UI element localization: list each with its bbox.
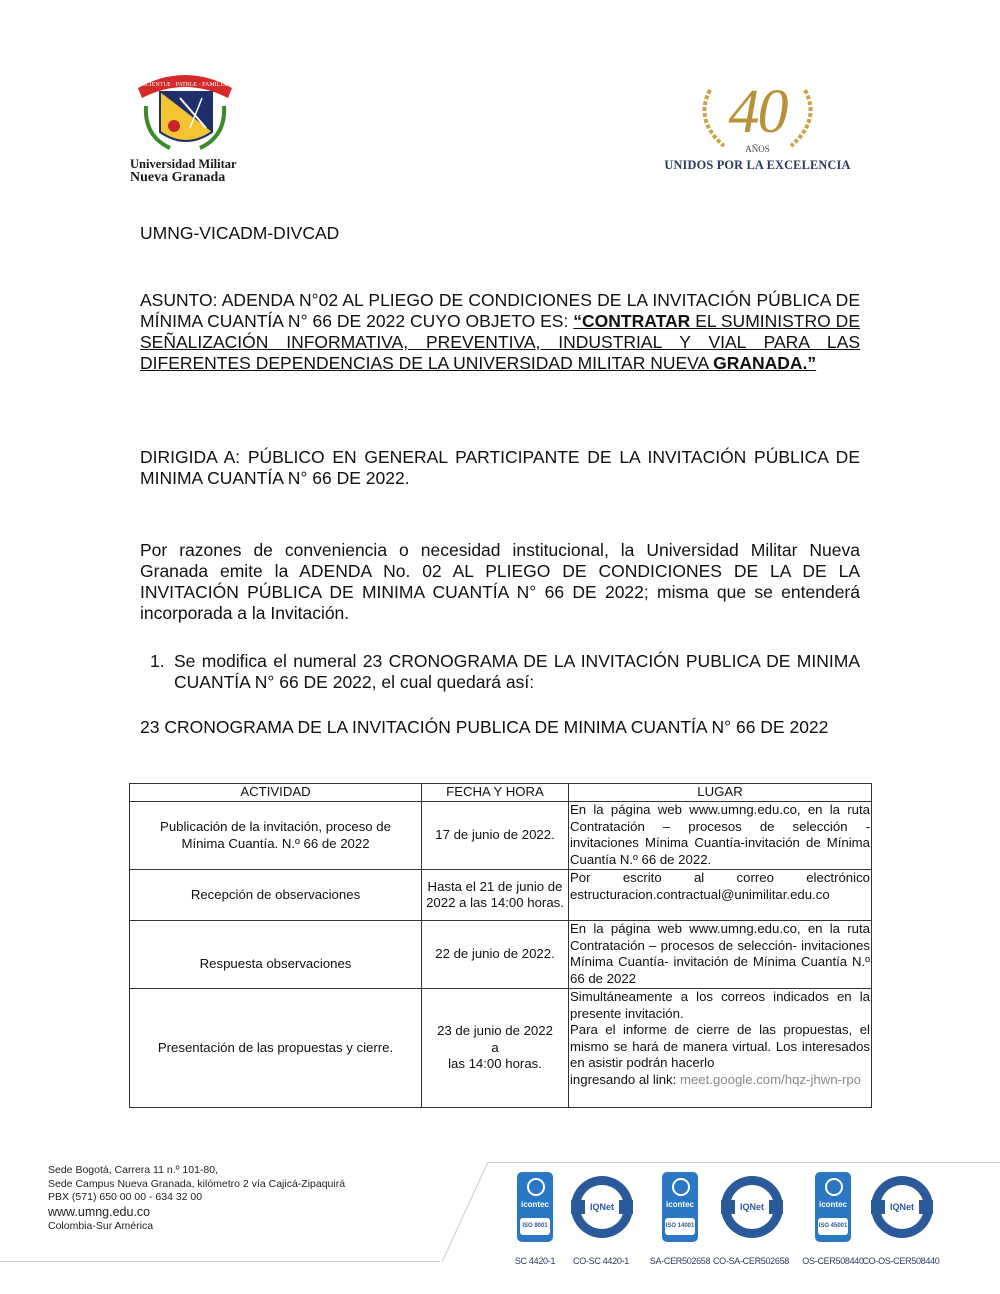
subject-object-bold-start: “CONTRATAR: [573, 311, 691, 331]
cert-code: CO-SA-CER502658: [712, 1256, 790, 1266]
cert-code: CO-OS-CER508440: [862, 1256, 940, 1266]
cell-fecha: Hasta el 21 de junio de 2022 a las 14:00 horas.: [422, 870, 569, 921]
footer-phone: PBX (571) 650 00 00 - 634 32 00: [48, 1191, 203, 1203]
cert-brand: icontec: [520, 1200, 549, 1209]
iqnet-badge-icon: [721, 1176, 783, 1238]
cell-actividad: Recepción de observaciones: [130, 870, 422, 921]
section-heading: 23 CRONOGRAMA DE LA INVITACIÓN PUBLICA DE MINIMA CUANTÍA N° 66 DE 2022: [140, 717, 829, 737]
icontec-badge-icon: [662, 1172, 698, 1242]
footer-country: Colombia-Sur América: [48, 1219, 154, 1232]
footer-divider: [0, 1261, 440, 1262]
umng-name-line1: Universidad Militar: [130, 157, 237, 171]
cert-brand: icontec: [665, 1200, 694, 1209]
cert-standard: ISO 9001: [520, 1218, 550, 1235]
schedule-table: [129, 783, 872, 1108]
cell-fecha: [422, 989, 569, 1108]
cert-brand: IQNet: [585, 1200, 619, 1214]
footer-website[interactable]: www.umng.edu.co: [48, 1204, 151, 1219]
intro-paragraph: Por razones de conveniencia o necesidad institucional, la Universidad Militar Nueva Granada emite la ADENDA No. 02 AL PLIEGO DE CONDICIONES DE LA DE LA INVITACIÓN PÚBLICA DE MINIMA CUANTÍA N° 66 DE 2022; misma que se entenderá incorporada a la Invitación.: [140, 540, 860, 623]
cell-fecha: 22 de junio de 2022.: [422, 921, 569, 989]
cell-fecha-line1: 23 de junio de 2022 a: [437, 1023, 553, 1055]
cell-fecha: 17 de junio de 2022.: [422, 802, 569, 870]
footer-slant-divider: [440, 1162, 490, 1262]
table-row: [130, 921, 872, 989]
cert-code: SA-CER502658: [649, 1256, 711, 1266]
cell-actividad: Presentación de las propuestas y cierre.: [130, 989, 422, 1108]
cert-standard: ISO 45001: [818, 1218, 848, 1235]
list-item-text: Se modifica el numeral 23 CRONOGRAMA DE LA INVITACIÓN PUBLICA DE MINIMA CUANTÍA N° 66 DE 2022, el cual quedará así:: [174, 651, 860, 692]
icontec-badge-icon: [815, 1172, 851, 1242]
subject-object-middle: EL SUMINISTRO DE SEÑALIZACIÓN INFORMATIVA, PREVENTIVA, INDUSTRIAL Y VIAL PARA LAS DIFERENTES DEPENDENCIAS DE LA UNIVERSIDAD MILITAR NUEVA: [140, 311, 860, 373]
cell-lugar: [569, 989, 872, 1108]
cell-lugar: Por escrito al correo electrónico estructuracion.contractual@unimilitar.edu.co: [569, 870, 872, 921]
cert-icontec-14001: [649, 1172, 711, 1266]
cert-brand: IQNet: [735, 1200, 769, 1214]
header-fecha: FECHA Y HORA: [422, 784, 569, 802]
cert-standard: ISO 14001: [665, 1218, 695, 1235]
table-header-row: [130, 784, 872, 802]
anniversary-number: 40: [728, 78, 787, 146]
subject-paragraph: [140, 290, 860, 374]
list-item-1: [150, 651, 860, 693]
footer-contact: [48, 1164, 345, 1233]
cert-code: SC 4420-1: [514, 1256, 556, 1266]
list-item-number: 1.: [150, 651, 165, 671]
table-row: [130, 989, 872, 1108]
cell-lugar-p2: Para el informe de cierre de las propuestas, el mismo se hará de manera virtual. Los interesados en asistir podrán hacerlo: [570, 1022, 870, 1070]
footer-address-1: Sede Bogotá, Carrera 11 n.º 101-80,: [48, 1164, 218, 1176]
laurel-icon: [690, 82, 825, 152]
cell-actividad: Respuesta observaciones: [130, 921, 422, 989]
iqnet-badge-icon: [871, 1176, 933, 1238]
cell-lugar: En la página web www.umng.edu.co, en la ruta Contratación – procesos de selección- invitaciones Mínima Cuantía- invitación de Mínima Cuantía N.º 66 de 2022: [569, 921, 872, 989]
footer-address-2: Sede Campus Nueva Granada, kilómetro 2 vía Cajicá-Zipaquirá: [48, 1177, 346, 1190]
header-actividad: ACTIVIDAD: [130, 784, 422, 802]
cell-lugar-link-line: [570, 1072, 870, 1089]
subject-prefix: ASUNTO: ADENDA N°02 AL PLIEGO DE CONDICIONES DE LA INVITACIÓN PÚBLICA DE MÍNIMA CUANTÍA N° 66 DE 2022 CUYO OBJETO ES:: [140, 290, 860, 331]
link-prefix: ingresando al link:: [570, 1071, 680, 1087]
table-row: [130, 870, 872, 921]
icontec-badge-icon: [517, 1172, 553, 1242]
umng-logo: [130, 66, 240, 188]
iqnet-badge-icon: [571, 1176, 633, 1238]
addressee-paragraph: DIRIGIDA A: PÚBLICO EN GENERAL PARTICIPANTE DE LA INVITACIÓN PÚBLICA DE MINIMA CUANTÍA N° 66 DE 2022.: [140, 447, 860, 488]
cell-fecha-line2: las 14:00 horas.: [448, 1056, 542, 1072]
cert-code: CO-SC 4420-1: [573, 1256, 629, 1266]
cert-iqnet-sc: [571, 1172, 631, 1266]
anniversary-logo: [650, 78, 865, 182]
header-lugar: LUGAR: [569, 784, 872, 802]
anniversary-years: AÑOS: [745, 144, 770, 154]
umng-crest-icon: [130, 66, 240, 158]
cert-icontec-9001: [505, 1172, 565, 1266]
cell-lugar: En la página web www.umng.edu.co, en la ruta Contratación – procesos de selección - invitaciones Mínima Cuantía-invitación de Mínima Cuantía N.º 66 de 2022.: [569, 802, 872, 870]
footer-top-divider: [488, 1162, 1000, 1163]
umng-motto: SCIENTIÆ · PATRIÆ · FAMILIÆ: [142, 82, 228, 88]
certifications-strip: [505, 1172, 945, 1266]
cert-brand: IQNet: [885, 1200, 919, 1214]
anniversary-tagline: UNIDOS POR LA EXCELENCIA: [664, 158, 851, 172]
cert-code: OS-CER508440: [802, 1256, 864, 1266]
umng-name-line2: Nueva Granada: [130, 170, 226, 185]
subject-object-bold-end: GRANADA.”: [713, 353, 817, 373]
cert-iqnet-sa: [712, 1172, 790, 1266]
cell-lugar-p1: Simultáneamente a los correos indicados en la presente invitación.: [570, 989, 870, 1021]
cert-iqnet-os: [862, 1172, 940, 1266]
cell-actividad: Publicación de la invitación, proceso de Mínima Cuantía. N.º 66 de 2022: [130, 802, 422, 870]
table-row: [130, 802, 872, 870]
cert-brand: icontec: [818, 1200, 847, 1209]
document-code: UMNG-VICADM-DIVCAD: [140, 223, 340, 243]
cert-icontec-45001: [802, 1172, 864, 1266]
meet-link[interactable]: meet.google.com/hqz-jhwn-rpo: [679, 1071, 862, 1087]
